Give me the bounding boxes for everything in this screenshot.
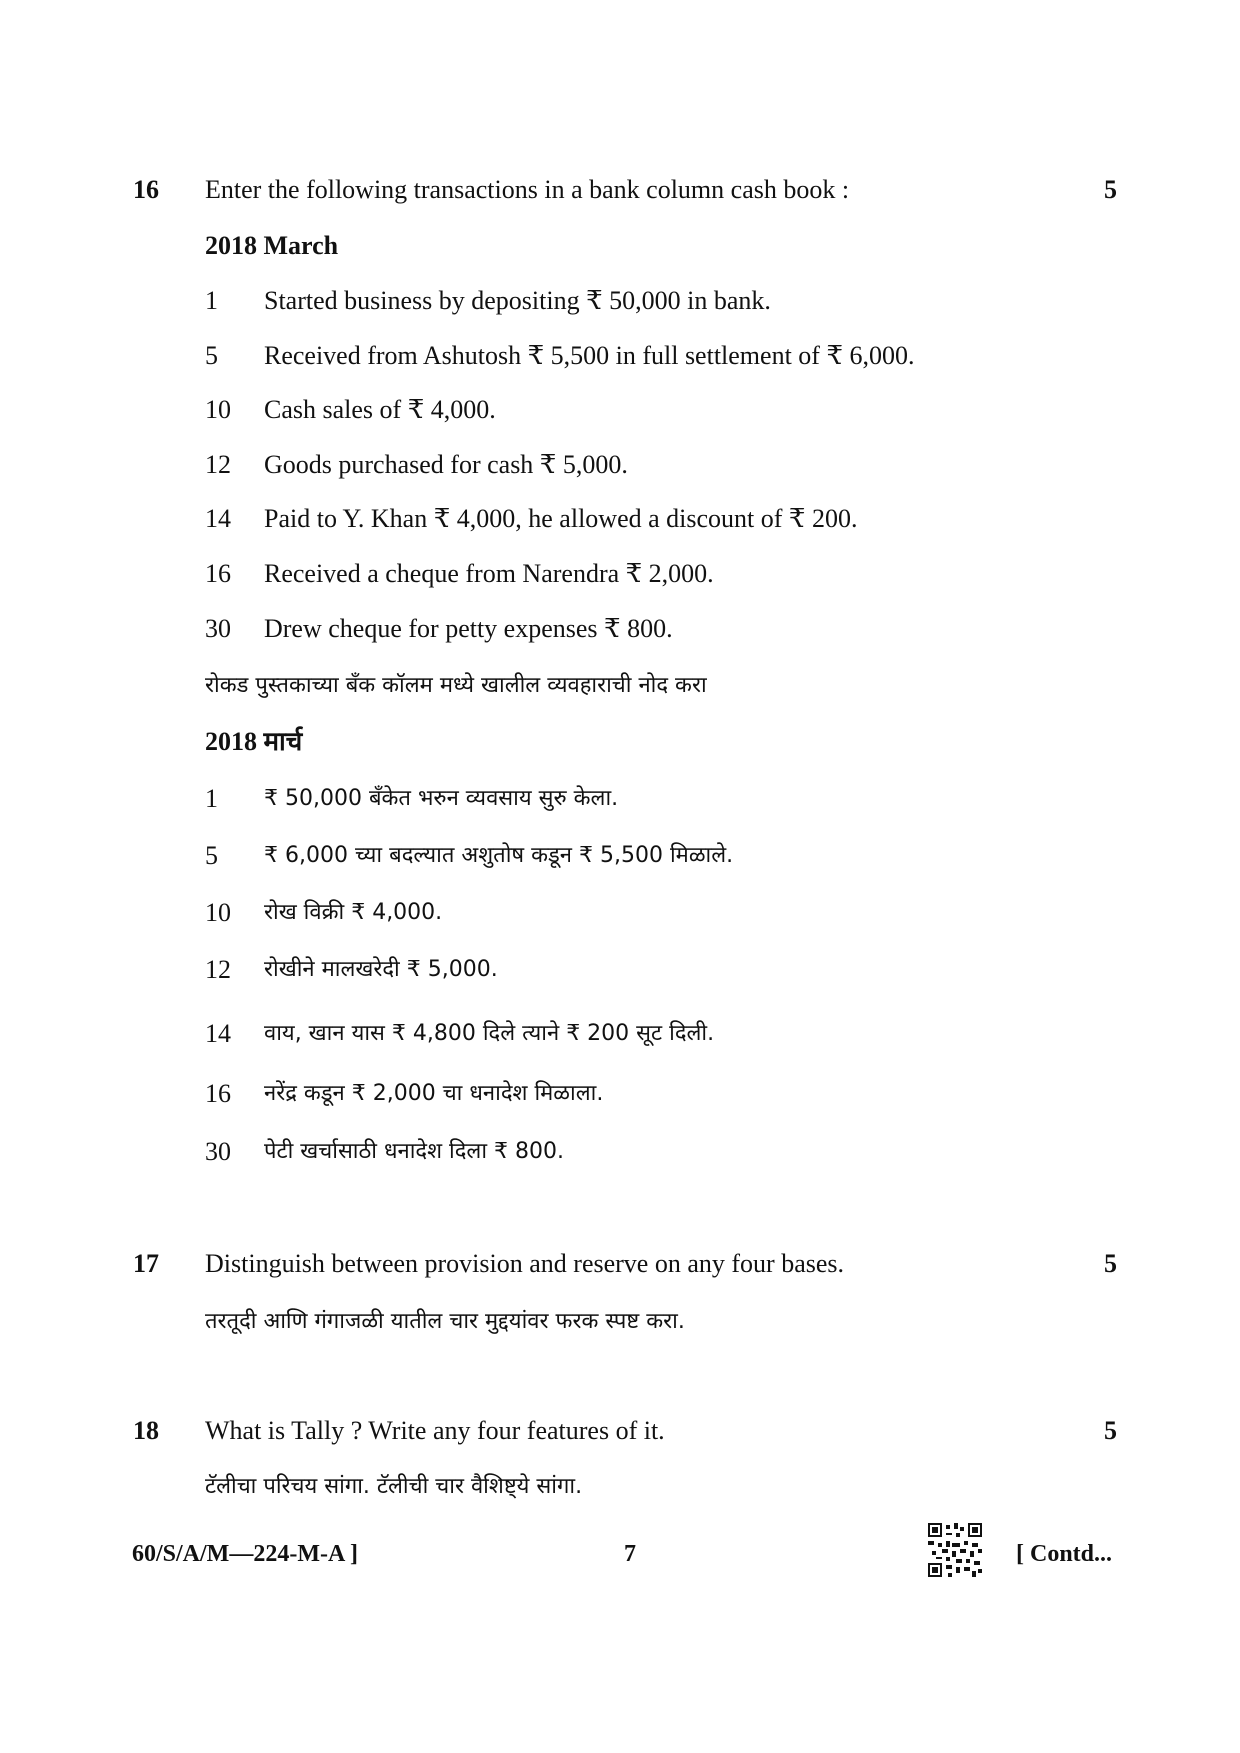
transaction-date: 14	[205, 1019, 231, 1048]
transaction-text: रोखीने मालखरेदी ₹ 5,000.	[264, 957, 498, 982]
transaction-date: 16	[205, 1079, 231, 1108]
question-17-text: Distinguish between provision and reserve on any four bases.	[205, 1249, 845, 1278]
question-18-text-marathi: टॅलीचा परिचय सांगा. टॅलीची चार वैशिष्ट्ये सांगा.	[205, 1474, 583, 1499]
transaction-date: 5	[205, 341, 218, 370]
transaction-date: 1	[205, 286, 218, 315]
transaction-date: 12	[205, 450, 231, 479]
transaction-date: 12	[205, 955, 231, 984]
transaction-date: 10	[205, 395, 231, 424]
qr-code-icon	[928, 1523, 982, 1577]
question-16-heading: 2018 March	[205, 231, 339, 260]
transaction-text: Received from Ashutosh ₹ 5,500 in full settlement of ₹ 6,000.	[264, 341, 915, 370]
question-16-text-marathi: रोकड पुस्तकाच्या बँक कॉलम मध्ये खालील व्यवहाराची नोद करा	[205, 673, 707, 698]
question-18-number: 18	[133, 1416, 159, 1445]
question-17-marks: 5	[1104, 1249, 1117, 1278]
transaction-text: Started business by depositing ₹ 50,000 in bank.	[264, 286, 771, 315]
question-18-marks: 5	[1104, 1416, 1117, 1445]
question-16-text: Enter the following transactions in a bank column cash book :	[205, 175, 850, 204]
transaction-text: Drew cheque for petty expenses ₹ 800.	[264, 614, 673, 643]
transaction-text: ₹ 6,000 च्या बदल्यात अशुतोष कडून ₹ 5,500 मिळाले.	[264, 843, 734, 868]
transaction-date: 1	[205, 784, 218, 813]
paper-code: 60/S/A/M—224-M-A ]	[132, 1541, 358, 1567]
question-17-text-marathi: तरतूदी आणि गंगाजळी यातील चार मुद्दयांवर फरक स्पष्ट करा.	[205, 1309, 685, 1334]
transaction-text: रोख विक्री ₹ 4,000.	[264, 900, 443, 925]
question-16-heading-marathi: 2018 मार्च	[205, 727, 303, 756]
continued-label: [ Contd...	[1016, 1541, 1113, 1567]
transaction-date: 16	[205, 559, 231, 588]
page-number: 7	[624, 1541, 636, 1567]
transaction-text: पेटी खर्चासाठी धनादेश दिला ₹ 800.	[264, 1139, 565, 1164]
transaction-text: Cash sales of ₹ 4,000.	[264, 395, 496, 424]
transaction-date: 5	[205, 841, 218, 870]
transaction-text: Received a cheque from Narendra ₹ 2,000.	[264, 559, 714, 588]
transaction-text: ₹ 50,000 बँकेत भरुन व्यवसाय सुरु केला.	[264, 786, 619, 811]
transaction-date: 14	[205, 504, 231, 533]
transaction-text: Paid to Y. Khan ₹ 4,000, he allowed a discount of ₹ 200.	[264, 504, 858, 533]
transaction-text: Goods purchased for cash ₹ 5,000.	[264, 450, 628, 479]
transaction-date: 30	[205, 614, 231, 643]
question-16-marks: 5	[1104, 175, 1117, 204]
transaction-date: 10	[205, 898, 231, 927]
question-16-number: 16	[133, 175, 159, 204]
transaction-date: 30	[205, 1137, 231, 1166]
question-18-text: What is Tally ? Write any four features of it.	[205, 1416, 665, 1445]
transaction-text: वाय, खान यास ₹ 4,800 दिले त्याने ₹ 200 सूट दिली.	[264, 1021, 715, 1046]
question-17-number: 17	[133, 1249, 159, 1278]
transaction-text: नरेंद्र कडून ₹ 2,000 चा धनादेश मिळाला.	[264, 1081, 604, 1106]
